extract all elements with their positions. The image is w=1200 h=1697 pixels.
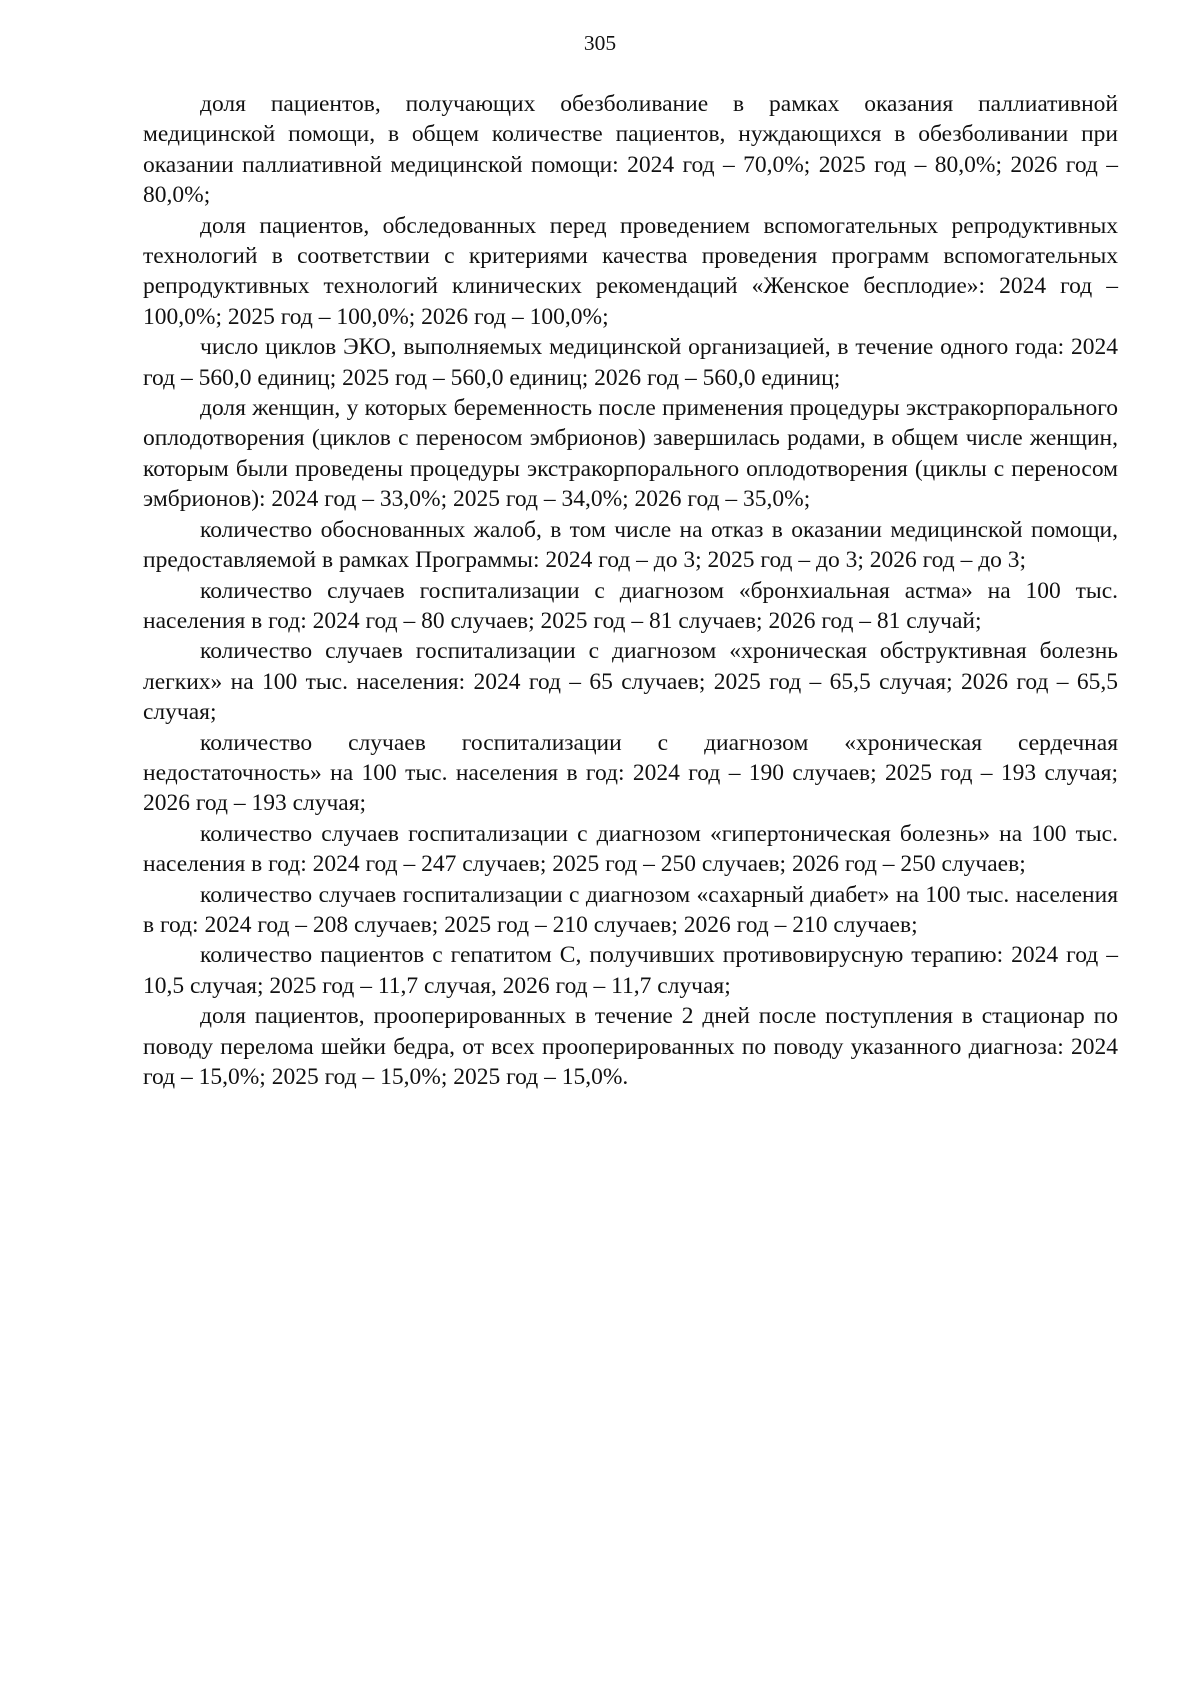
document-body: [143, 89, 1118, 1092]
paragraph-copd-hospitalization: количество случаев госпитализации с диагнозом «хроническая обструктивная болезнь легких» на 100 тыс. населения: 2024 год – 65 случаев; 2025 год – 65,5 случая; 2026 год – 65,5 случая;: [143, 638, 1118, 726]
paragraph-hypertension-hospitalization: количество случаев госпитализации с диагнозом «гипертоническая болезнь» на 100 тыс. населения в год: 2024 год – 247 случаев; 2025 год – 250 случаев; 2026 год – 250 случаев;: [143, 820, 1118, 878]
paragraph-hip-fracture-surgery: доля пациентов, прооперированных в течение 2 дней после поступления в стационар по поводу перелома шейки бедра, от всех прооперированных по поводу указанного диагноза: 2024 год – 15,0%; 2025 год – 15,0%; 2025 год – 15,0%.: [143, 1003, 1118, 1090]
paragraph-art-examination: доля пациентов, обследованных перед проведением вспомогательных репродуктивных технологий в соответствии с критериями качества проведения программ вспомогательных репродуктивных технологий клинических рекомендаций «Женское бесплодие»: 2024 год – 100,0%; 2025 год – 100,0%; 2026 год – 100,0%;: [143, 212, 1118, 330]
page-number: 305: [583, 31, 617, 55]
paragraph-heart-failure-hospitalization: количество случаев госпитализации с диагнозом «хроническая сердечная недостаточность» на 100 тыс. населения в год: 2024 год – 190 случаев; 2025 год – 193 случая; 2026 год – 193 случая;: [143, 729, 1118, 817]
paragraph-asthma-hospitalization: количество случаев госпитализации с диагнозом «бронхиальная астма» на 100 тыс. населения в год: 2024 год – 80 случаев; 2025 год – 81 случаев; 2026 год – 81 случай;: [143, 577, 1118, 634]
paragraph-diabetes-hospitalization: количество случаев госпитализации с диагнозом «сахарный диабет» на 100 тыс. населения в год: 2024 год – 208 случаев; 2025 год – 210 случаев; 2026 год – 210 случаев;: [143, 881, 1118, 938]
paragraph-complaints: количество обоснованных жалоб, в том числе на отказ в оказании медицинской помощи, предоставляемой в рамках Программы: 2024 год – до 3; 2025 год – до 3; 2026 год – до 3;: [143, 516, 1118, 574]
paragraph-palliative-pain-relief: доля пациентов, получающих обезболивание в рамках оказания паллиативной медицинской помощи, в общем количестве пациентов, нуждающихся в обезболивании при оказании паллиативной медицинской помощи: 2024 год – 70,0%; 2025 год – 80,0%; 2026 год – 80,0%;: [143, 91, 1118, 209]
paragraph-ivf-cycles: число циклов ЭКО, выполняемых медицинской организацией, в течение одного года: 2024 год – 560,0 единиц; 2025 год – 560,0 единиц; 2026 год – 560,0 единиц;: [143, 334, 1118, 391]
paragraph-hepatitis-c-therapy: количество пациентов с гепатитом С, получивших противовирусную терапию: 2024 год – 10,5 случая; 2025 год – 11,7 случая, 2026 год – 11,7 случая;: [143, 942, 1118, 999]
paragraph-ivf-births: доля женщин, у которых беременность после применения процедуры экстракорпорального оплодотворения (циклов с переносом эмбрионов) завершилась родами, в общем числе женщин, которым были проведены процедуры экстракорпорального оплодотворения (циклы с переносом эмбрионов): 2024 год – 33,0%; 2025 год – 34,0%; 2026 год – 35,0%;: [143, 395, 1118, 513]
